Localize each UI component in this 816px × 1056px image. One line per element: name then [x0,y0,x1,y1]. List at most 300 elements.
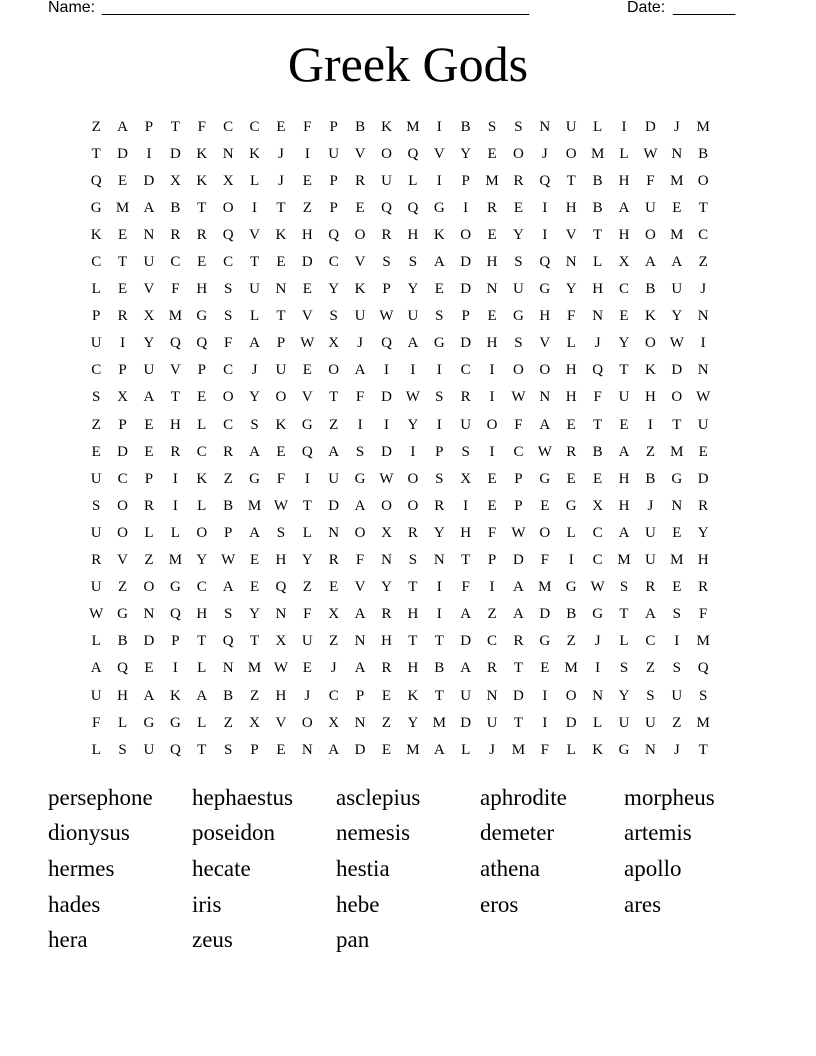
grid-letter[interactable]: E [698,443,708,460]
grid-letter[interactable]: U [644,714,656,731]
grid-letter[interactable]: K [169,687,181,704]
grid-letter[interactable]: I [489,362,495,379]
grid-letter[interactable]: R [223,443,234,460]
grid-letter[interactable]: U [354,308,366,325]
grid-letter[interactable]: H [565,389,577,406]
grid-letter[interactable]: T [302,497,312,514]
grid-letter[interactable]: Y [143,335,155,352]
grid-letter[interactable]: T [513,660,524,677]
grid-letter[interactable]: J [647,497,654,514]
grid-letter[interactable]: A [143,687,155,704]
grid-letter[interactable]: A [407,335,419,352]
grid-letter[interactable]: L [170,524,180,541]
grid-letter[interactable]: C [487,633,498,650]
grid-letter[interactable]: E [276,741,286,758]
grid-letter[interactable]: E [672,579,682,596]
grid-letter[interactable]: O [196,524,208,541]
grid-letter[interactable]: G [249,470,260,487]
grid-letter[interactable]: G [539,281,551,298]
grid-letter[interactable]: R [196,226,207,243]
grid-letter[interactable]: E [118,172,128,189]
grid-letter[interactable]: U [644,552,656,569]
grid-letter[interactable]: T [698,741,708,758]
grid-letter[interactable]: I [172,470,178,487]
grid-letter[interactable]: D [117,443,128,460]
grid-letter[interactable]: S [435,308,444,325]
grid-letter[interactable]: P [250,741,259,758]
grid-letter[interactable]: H [117,687,128,704]
grid-letter[interactable]: T [170,118,180,135]
grid-letter[interactable]: R [381,660,392,677]
grid-letter[interactable]: I [120,335,126,352]
grid-letter[interactable]: E [487,470,497,487]
grid-letter[interactable]: E [672,524,682,541]
grid-letter[interactable]: A [433,254,445,271]
grid-letter[interactable]: W [537,443,552,460]
grid-letter[interactable]: Y [196,552,208,569]
grid-letter[interactable]: T [593,226,603,243]
grid-letter[interactable]: G [592,606,604,623]
grid-letter[interactable]: F [355,389,365,406]
grid-letter[interactable]: B [645,470,656,487]
grid-letter[interactable]: F [303,118,312,135]
grid-letter[interactable]: B [566,606,577,623]
grid-letter[interactable]: Z [223,714,233,731]
grid-letter[interactable]: J [489,741,495,758]
grid-letter[interactable]: Y [407,714,419,731]
grid-letter[interactable]: Y [618,335,630,352]
grid-letter[interactable]: D [117,145,128,162]
grid-letter[interactable]: Q [592,362,604,379]
grid-letter[interactable]: H [407,606,419,623]
grid-letter[interactable]: A [354,497,366,514]
grid-letter[interactable]: H [460,524,472,541]
grid-letter[interactable]: N [381,552,392,569]
grid-letter[interactable]: R [328,552,339,569]
grid-letter[interactable]: E [276,443,286,460]
grid-letter[interactable]: E [302,362,312,379]
grid-letter[interactable]: C [196,579,207,596]
grid-letter[interactable]: D [301,254,313,271]
grid-letter[interactable]: S [619,660,629,677]
grid-letter[interactable]: T [619,362,629,379]
grid-letter[interactable]: X [618,254,630,271]
grid-letter[interactable]: Q [196,335,208,352]
grid-letter[interactable]: B [460,118,471,135]
grid-letter[interactable]: N [222,660,234,677]
grid-letter[interactable]: I [146,145,152,162]
grid-letter[interactable]: S [223,741,233,758]
grid-letter[interactable]: M [247,660,262,677]
grid-letter[interactable]: T [698,199,708,216]
grid-letter[interactable]: M [538,579,552,596]
grid-letter[interactable]: K [196,145,208,162]
grid-letter[interactable]: E [355,199,365,216]
grid-letter[interactable]: L [249,308,260,325]
grid-letter[interactable]: A [644,254,656,271]
grid-letter[interactable]: M [432,714,446,731]
grid-letter[interactable]: F [646,172,655,189]
grid-letter[interactable]: Q [381,199,392,216]
grid-letter[interactable]: S [699,687,708,704]
grid-letter[interactable]: K [90,226,102,243]
grid-letter[interactable]: X [460,470,472,487]
grid-letter[interactable]: D [565,714,577,731]
grid-letter[interactable]: R [381,226,392,243]
grid-letter[interactable]: L [197,660,207,677]
grid-letter[interactable]: S [514,118,523,135]
grid-letter[interactable]: U [460,416,472,433]
grid-letter[interactable]: A [513,579,524,596]
grid-letter[interactable]: C [460,362,471,379]
grid-letter[interactable]: I [436,606,442,623]
grid-letter[interactable]: G [539,633,551,650]
grid-letter[interactable]: H [169,416,181,433]
grid-letter[interactable]: E [302,281,312,298]
grid-letter[interactable]: T [197,633,207,650]
grid-letter[interactable]: L [593,118,603,135]
grid-letter[interactable]: T [91,145,101,162]
grid-letter[interactable]: U [328,145,340,162]
grid-letter[interactable]: Q [169,335,181,352]
grid-letter[interactable]: Z [249,687,260,704]
grid-letter[interactable]: O [539,524,551,541]
grid-letter[interactable]: I [463,497,469,514]
date-blank[interactable]: _______ [673,0,736,16]
grid-letter[interactable]: V [117,552,128,569]
grid-letter[interactable]: A [328,741,340,758]
grid-letter[interactable]: H [275,552,287,569]
grid-letter[interactable]: G [90,199,102,216]
grid-letter[interactable]: S [92,497,101,514]
grid-letter[interactable]: V [249,226,260,243]
grid-letter[interactable]: L [91,633,101,650]
grid-letter[interactable]: I [542,199,548,216]
grid-letter[interactable]: U [90,524,102,541]
grid-letter[interactable]: I [410,443,416,460]
grid-letter[interactable]: X [117,389,128,406]
grid-letter[interactable]: P [197,362,206,379]
grid-letter[interactable]: Q [222,226,234,243]
grid-letter[interactable]: A [618,199,630,216]
grid-letter[interactable]: R [460,389,471,406]
grid-letter[interactable]: K [196,172,208,189]
grid-letter[interactable]: Z [698,254,708,271]
grid-letter[interactable]: H [565,199,577,216]
grid-letter[interactable]: U [143,254,155,271]
grid-letter[interactable]: C [91,254,102,271]
grid-letter[interactable]: T [276,308,286,325]
grid-letter[interactable]: D [539,606,551,623]
grid-letter[interactable]: Z [91,118,101,135]
grid-letter[interactable]: U [618,389,630,406]
grid-letter[interactable]: X [328,714,340,731]
grid-letter[interactable]: N [143,606,155,623]
grid-letter[interactable]: F [540,552,549,569]
grid-letter[interactable]: S [619,579,629,596]
grid-letter[interactable]: L [91,281,101,298]
grid-letter[interactable]: O [565,145,577,162]
grid-letter[interactable]: V [539,335,551,352]
grid-letter[interactable]: Q [539,172,551,189]
grid-letter[interactable]: L [197,416,207,433]
grid-letter[interactable]: T [566,172,576,189]
grid-letter[interactable]: J [673,118,680,135]
grid-letter[interactable]: A [539,416,551,433]
grid-letter[interactable]: Q [169,741,181,758]
grid-letter[interactable]: L [91,741,101,758]
grid-letter[interactable]: R [487,660,498,677]
grid-letter[interactable]: C [698,226,709,243]
grid-letter[interactable]: E [487,226,497,243]
grid-letter[interactable]: S [382,254,391,271]
grid-letter[interactable]: E [197,254,207,271]
grid-letter[interactable]: Z [566,633,576,650]
grid-letter[interactable]: Q [328,226,340,243]
grid-letter[interactable]: L [408,172,418,189]
grid-letter[interactable]: D [697,470,709,487]
grid-letter[interactable]: R [91,552,102,569]
grid-letter[interactable]: U [671,687,683,704]
grid-letter[interactable]: W [89,606,104,623]
grid-letter[interactable]: U [90,579,102,596]
grid-letter[interactable]: L [593,254,603,271]
grid-letter[interactable]: I [383,416,389,433]
grid-letter[interactable]: D [381,443,392,460]
grid-letter[interactable]: U [381,172,392,189]
grid-letter[interactable]: H [381,633,392,650]
grid-letter[interactable]: O [381,145,392,162]
grid-letter[interactable]: A [196,687,208,704]
grid-letter[interactable]: E [249,579,260,596]
grid-letter[interactable]: S [435,389,444,406]
grid-letter[interactable]: G [565,579,577,596]
grid-letter[interactable]: F [593,389,602,406]
grid-letter[interactable]: C [223,254,234,271]
grid-letter[interactable]: J [594,633,601,650]
grid-letter[interactable]: P [487,552,497,569]
grid-letter[interactable]: I [304,470,310,487]
grid-letter[interactable]: Z [223,470,233,487]
grid-letter[interactable]: E [381,687,392,704]
grid-letter[interactable]: T [170,389,180,406]
grid-letter[interactable]: Q [407,145,419,162]
grid-letter[interactable]: B [592,443,603,460]
grid-letter[interactable]: R [117,308,128,325]
grid-letter[interactable]: D [381,389,392,406]
grid-letter[interactable]: I [436,172,442,189]
grid-letter[interactable]: B [592,199,603,216]
grid-letter[interactable]: Y [381,579,392,596]
grid-letter[interactable]: O [381,497,392,514]
grid-letter[interactable]: S [672,660,681,677]
grid-letter[interactable]: B [170,199,181,216]
grid-letter[interactable]: K [354,281,366,298]
grid-letter[interactable]: D [460,633,472,650]
grid-letter[interactable]: B [698,145,709,162]
grid-letter[interactable]: W [379,470,394,487]
grid-letter[interactable]: Y [433,524,445,541]
grid-letter[interactable]: X [143,308,155,325]
grid-letter[interactable]: E [144,660,154,677]
grid-letter[interactable]: E [329,579,339,596]
grid-letter[interactable]: Z [329,416,339,433]
grid-letter[interactable]: B [117,633,128,650]
grid-letter[interactable]: F [540,741,549,758]
grid-letter[interactable]: S [514,254,523,271]
grid-letter[interactable]: S [672,606,681,623]
grid-letter[interactable]: N [354,714,366,731]
grid-letter[interactable]: P [329,172,338,189]
grid-letter[interactable]: A [354,362,366,379]
grid-letter[interactable]: O [275,389,287,406]
grid-letter[interactable]: V [169,362,181,379]
grid-letter[interactable]: J [251,362,258,379]
grid-letter[interactable]: O [354,226,366,243]
grid-letter[interactable]: H [618,470,630,487]
grid-letter[interactable]: E [91,443,101,460]
grid-letter[interactable]: H [486,254,498,271]
grid-letter[interactable]: M [696,714,710,731]
grid-letter[interactable]: T [434,687,444,704]
grid-letter[interactable]: N [644,741,656,758]
grid-letter[interactable]: N [671,145,683,162]
grid-letter[interactable]: A [143,199,155,216]
grid-letter[interactable]: A [671,254,683,271]
grid-letter[interactable]: T [461,552,471,569]
grid-letter[interactable]: D [644,118,656,135]
grid-letter[interactable]: E [276,118,286,135]
grid-letter[interactable]: Q [407,199,419,216]
grid-letter[interactable]: E [487,497,497,514]
grid-letter[interactable]: C [196,443,207,460]
grid-letter[interactable]: Y [328,281,340,298]
grid-letter[interactable]: N [433,552,445,569]
grid-letter[interactable]: E [434,281,444,298]
grid-letter[interactable]: Q [539,254,551,271]
grid-letter[interactable]: P [461,308,470,325]
grid-letter[interactable]: U [671,281,683,298]
grid-letter[interactable]: M [247,497,262,514]
grid-letter[interactable]: P [276,335,286,352]
grid-letter[interactable]: C [592,552,603,569]
grid-letter[interactable]: U [618,714,630,731]
grid-letter[interactable]: M [115,199,130,216]
grid-letter[interactable]: S [329,308,338,325]
grid-letter[interactable]: H [618,172,630,189]
grid-letter[interactable]: I [542,226,548,243]
grid-letter[interactable]: A [513,606,524,623]
grid-letter[interactable]: O [117,524,128,541]
grid-letter[interactable]: A [249,443,260,460]
grid-letter[interactable]: C [513,443,524,460]
grid-letter[interactable]: M [564,660,578,677]
grid-letter[interactable]: K [592,741,604,758]
grid-letter[interactable]: G [169,579,181,596]
grid-letter[interactable]: J [673,741,680,758]
grid-letter[interactable]: E [487,145,497,162]
grid-letter[interactable]: N [592,308,604,325]
grid-letter[interactable]: F [355,552,365,569]
grid-letter[interactable]: S [408,254,418,271]
grid-letter[interactable]: U [90,470,102,487]
grid-letter[interactable]: V [433,145,445,162]
grid-letter[interactable]: J [541,145,548,162]
grid-letter[interactable]: U [513,281,524,298]
grid-letter[interactable]: Y [249,389,260,406]
grid-letter[interactable]: H [486,335,498,352]
grid-letter[interactable]: H [592,281,604,298]
grid-letter[interactable]: P [382,281,391,298]
grid-letter[interactable]: R [170,226,181,243]
grid-letter[interactable]: P [461,172,470,189]
grid-letter[interactable]: M [617,552,631,569]
grid-letter[interactable]: G [565,497,577,514]
grid-letter[interactable]: N [354,633,366,650]
grid-letter[interactable]: V [275,714,287,731]
grid-letter[interactable]: O [565,687,577,704]
grid-letter[interactable]: M [670,226,684,243]
grid-letter[interactable]: C [223,416,234,433]
grid-letter[interactable]: B [592,172,603,189]
grid-letter[interactable]: Q [275,579,287,596]
grid-letter[interactable]: T [408,633,418,650]
grid-letter[interactable]: X [328,606,340,623]
grid-letter[interactable]: A [618,443,630,460]
grid-letter[interactable]: G [169,714,181,731]
grid-letter[interactable]: W [300,335,315,352]
grid-letter[interactable]: Z [302,579,312,596]
grid-letter[interactable]: J [304,687,311,704]
grid-letter[interactable]: E [566,416,576,433]
grid-letter[interactable]: T [619,606,629,623]
grid-letter[interactable]: T [276,199,286,216]
grid-letter[interactable]: W [590,579,605,596]
grid-letter[interactable]: K [196,470,208,487]
grid-letter[interactable]: H [275,687,287,704]
grid-letter[interactable]: V [354,254,366,271]
grid-letter[interactable]: F [487,524,497,541]
grid-letter[interactable]: G [301,416,313,433]
grid-letter[interactable]: I [489,389,495,406]
grid-letter[interactable]: D [354,741,366,758]
grid-letter[interactable]: T [408,579,418,596]
grid-letter[interactable]: A [90,660,102,677]
grid-letter[interactable]: N [275,281,287,298]
grid-letter[interactable]: Z [381,714,392,731]
grid-letter[interactable]: U [249,281,260,298]
grid-letter[interactable]: P [514,497,523,514]
grid-letter[interactable]: H [565,362,577,379]
grid-letter[interactable]: V [301,389,313,406]
grid-letter[interactable]: I [489,443,495,460]
grid-letter[interactable]: R [434,497,445,514]
grid-letter[interactable]: D [460,714,472,731]
grid-letter[interactable]: L [619,145,629,162]
grid-letter[interactable]: E [540,497,550,514]
grid-letter[interactable]: E [566,470,576,487]
grid-letter[interactable]: T [672,416,682,433]
grid-letter[interactable]: I [542,687,548,704]
grid-letter[interactable]: V [565,226,577,243]
grid-letter[interactable]: W [643,145,658,162]
grid-letter[interactable]: L [593,714,603,731]
grid-letter[interactable]: D [143,633,155,650]
grid-letter[interactable]: N [275,606,287,623]
grid-letter[interactable]: M [485,172,499,189]
grid-letter[interactable]: X [169,172,181,189]
grid-letter[interactable]: K [407,687,419,704]
